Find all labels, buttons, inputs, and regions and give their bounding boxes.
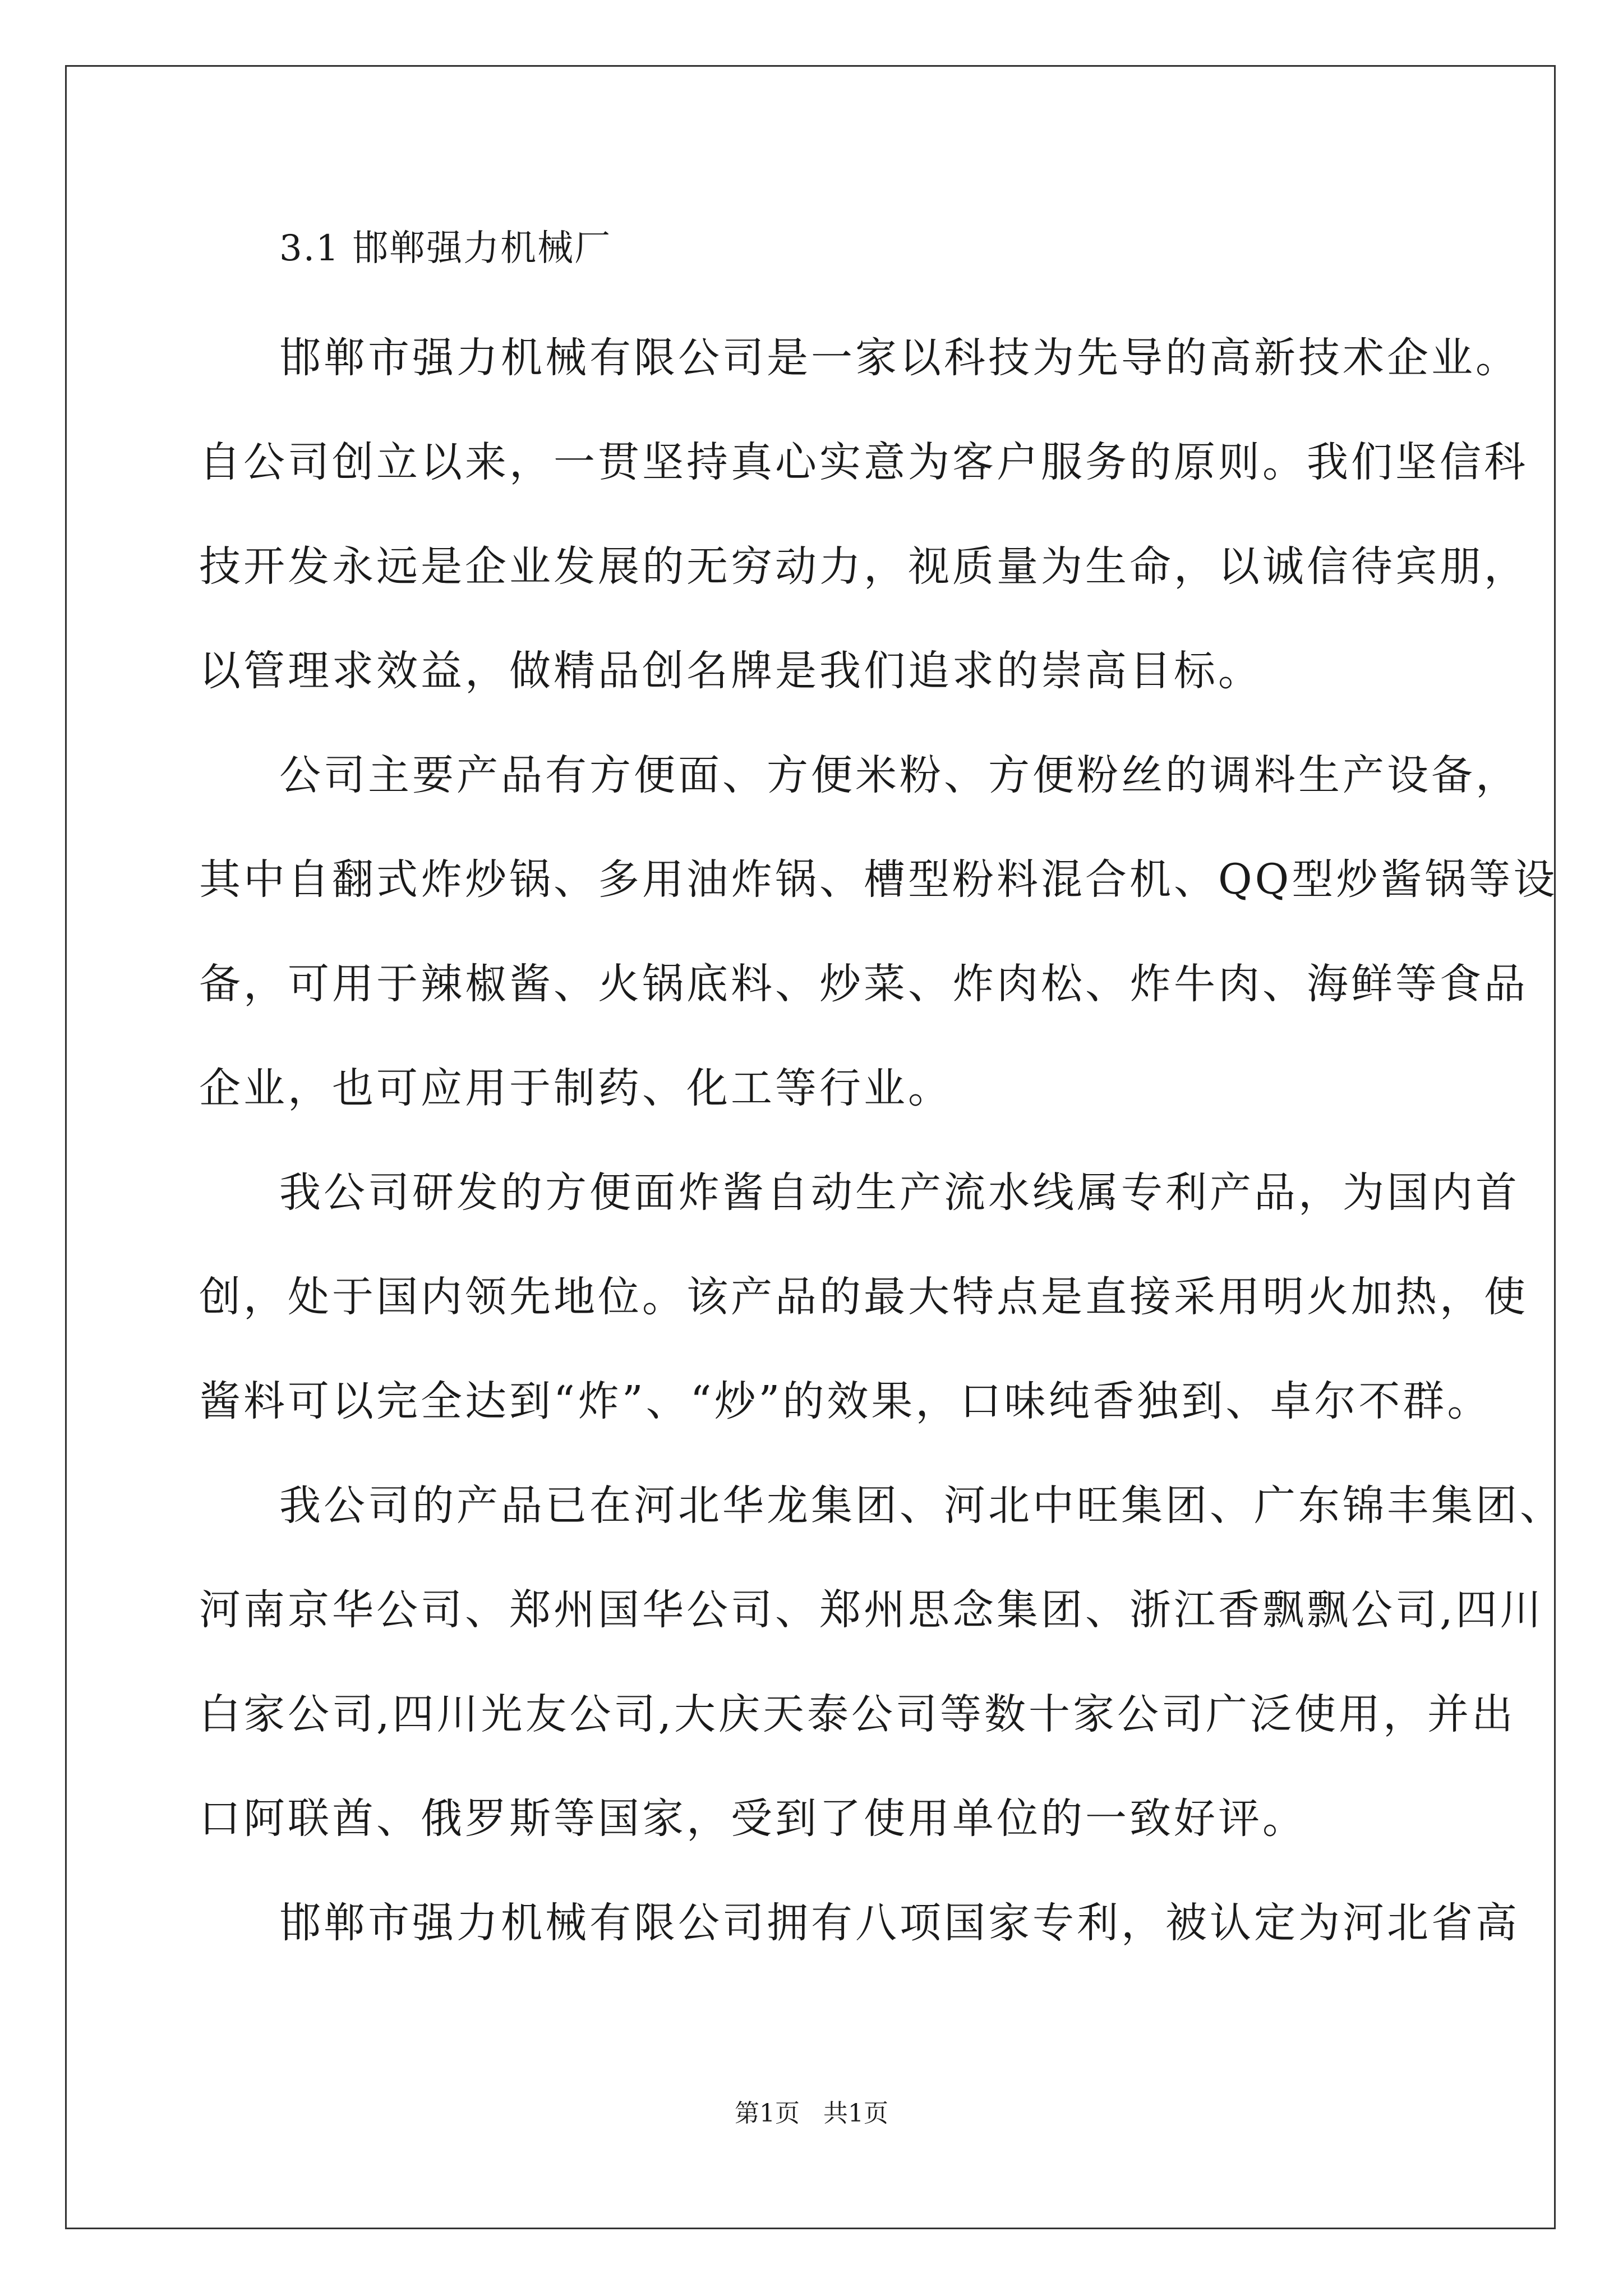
page-number-footer: 第1页 共1页 <box>735 2099 888 2128</box>
body-line: 以管理求效益，做精品创名牌是我们追求的崇高目标。 <box>199 647 1262 695</box>
body-line: 创，处于国内领先地位。该产品的最大特点是直接采用明火加热，使 <box>199 1273 1528 1321</box>
body-line: 自公司创立以来，一贯坚持真心实意为客户服务的原则。我们坚信科 <box>199 438 1528 486</box>
body-line: 邯郸市强力机械有限公司是一家以科技为先导的高新技术企业。 <box>279 334 1520 382</box>
body-line: 河南京华公司、郑州国华公司、郑州思念集团、浙江香飘飘公司,四川 <box>199 1586 1544 1634</box>
body-line: 企业，也可应用于制药、化工等行业。 <box>199 1064 952 1112</box>
body-line: 其中自翻式炸炒锅、多用油炸锅、槽型粉料混合机、QQ型炒酱锅等设 <box>199 855 1558 904</box>
body-line: 邯郸市强力机械有限公司拥有八项国家专利，被认定为河北省高 <box>279 1899 1520 1947</box>
body-line: 备，可用于辣椒酱、火锅底料、炒菜、炸肉松、炸牛肉、海鲜等食品 <box>199 960 1528 1008</box>
body-line: 我公司研发的方便面炸酱自动生产流水线属专利产品，为国内首 <box>279 1168 1520 1217</box>
body-line: 我公司的产品已在河北华龙集团、河北中旺集团、广东锦丰集团、 <box>279 1481 1564 1530</box>
body-line: 口阿联酋、俄罗斯等国家，受到了使用单位的一致好评。 <box>199 1795 1307 1843</box>
body-line: 白家公司,四川光友公司,大庆天泰公司等数十家公司广泛使用，并出 <box>199 1690 1516 1738</box>
body-line: 技开发永远是企业发展的无穷动力，视质量为生命，以诚信待宾朋， <box>199 542 1528 591</box>
section-heading: 3.1 邯郸强力机械厂 <box>279 228 612 269</box>
body-line: 酱料可以完全达到“炸”、“炒”的效果，口味纯香独到、卓尔不群。 <box>199 1377 1492 1425</box>
body-line: 公司主要产品有方便面、方便米粉、方便粉丝的调料生产设备， <box>279 751 1520 799</box>
